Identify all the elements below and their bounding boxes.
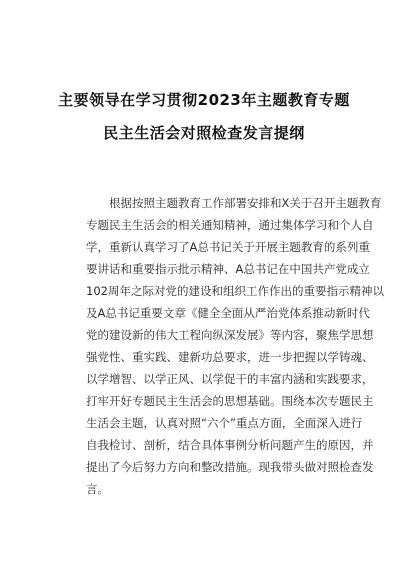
document-title-line-2: 民主生活会对照检查发言提纲 bbox=[103, 124, 305, 142]
body-line: 根据按照主题教育工作部署安排和X关于召开主题教育 bbox=[109, 196, 382, 210]
body-line: 专题民主生活会的相关通知精神，通过集体学习和个人自 bbox=[86, 218, 374, 232]
body-line: 提出了今后努力方向和整改措施。现我带头做对照检查发 bbox=[86, 460, 374, 474]
document-body bbox=[86, 192, 384, 500]
body-line: 党的建设新的伟大工程向纵深发展》等内容，聚焦学思想 bbox=[86, 328, 374, 342]
body-line: 强党性、重实践、建新功总要求，进一步把握以学铸魂、 bbox=[86, 350, 374, 364]
body-line: 自我检讨、剖析，结合具体事例分析问题产生的原因，并 bbox=[86, 438, 374, 452]
body-line: 言。 bbox=[86, 482, 109, 496]
body-line: 102周年之际对党的建设和组织工作作出的重要指示精神以 bbox=[86, 284, 384, 298]
document-title-line-1: 主要领导在学习贯彻2023年主题教育专题 bbox=[58, 91, 350, 109]
body-line: 以学增智、以学正风、以学促干的丰富内涵和实践要求， bbox=[86, 372, 374, 386]
body-line: 打牢开好专题民主生活会的思想基础。围绕本次专题民主 bbox=[86, 394, 374, 408]
body-line: 要讲话和重要指示批示精神、A总书记在中国共产党成立 bbox=[86, 262, 370, 276]
body-line: 及A总书记重要文章《健全全面从严治党体系推动新时代 bbox=[86, 306, 370, 320]
body-line: 生活会主题，认真对照“六个”重点方面，全面深入进行 bbox=[86, 416, 363, 430]
body-line: 学，重新认真学习了A总书记关于开展主题教育的系列重 bbox=[86, 240, 370, 254]
